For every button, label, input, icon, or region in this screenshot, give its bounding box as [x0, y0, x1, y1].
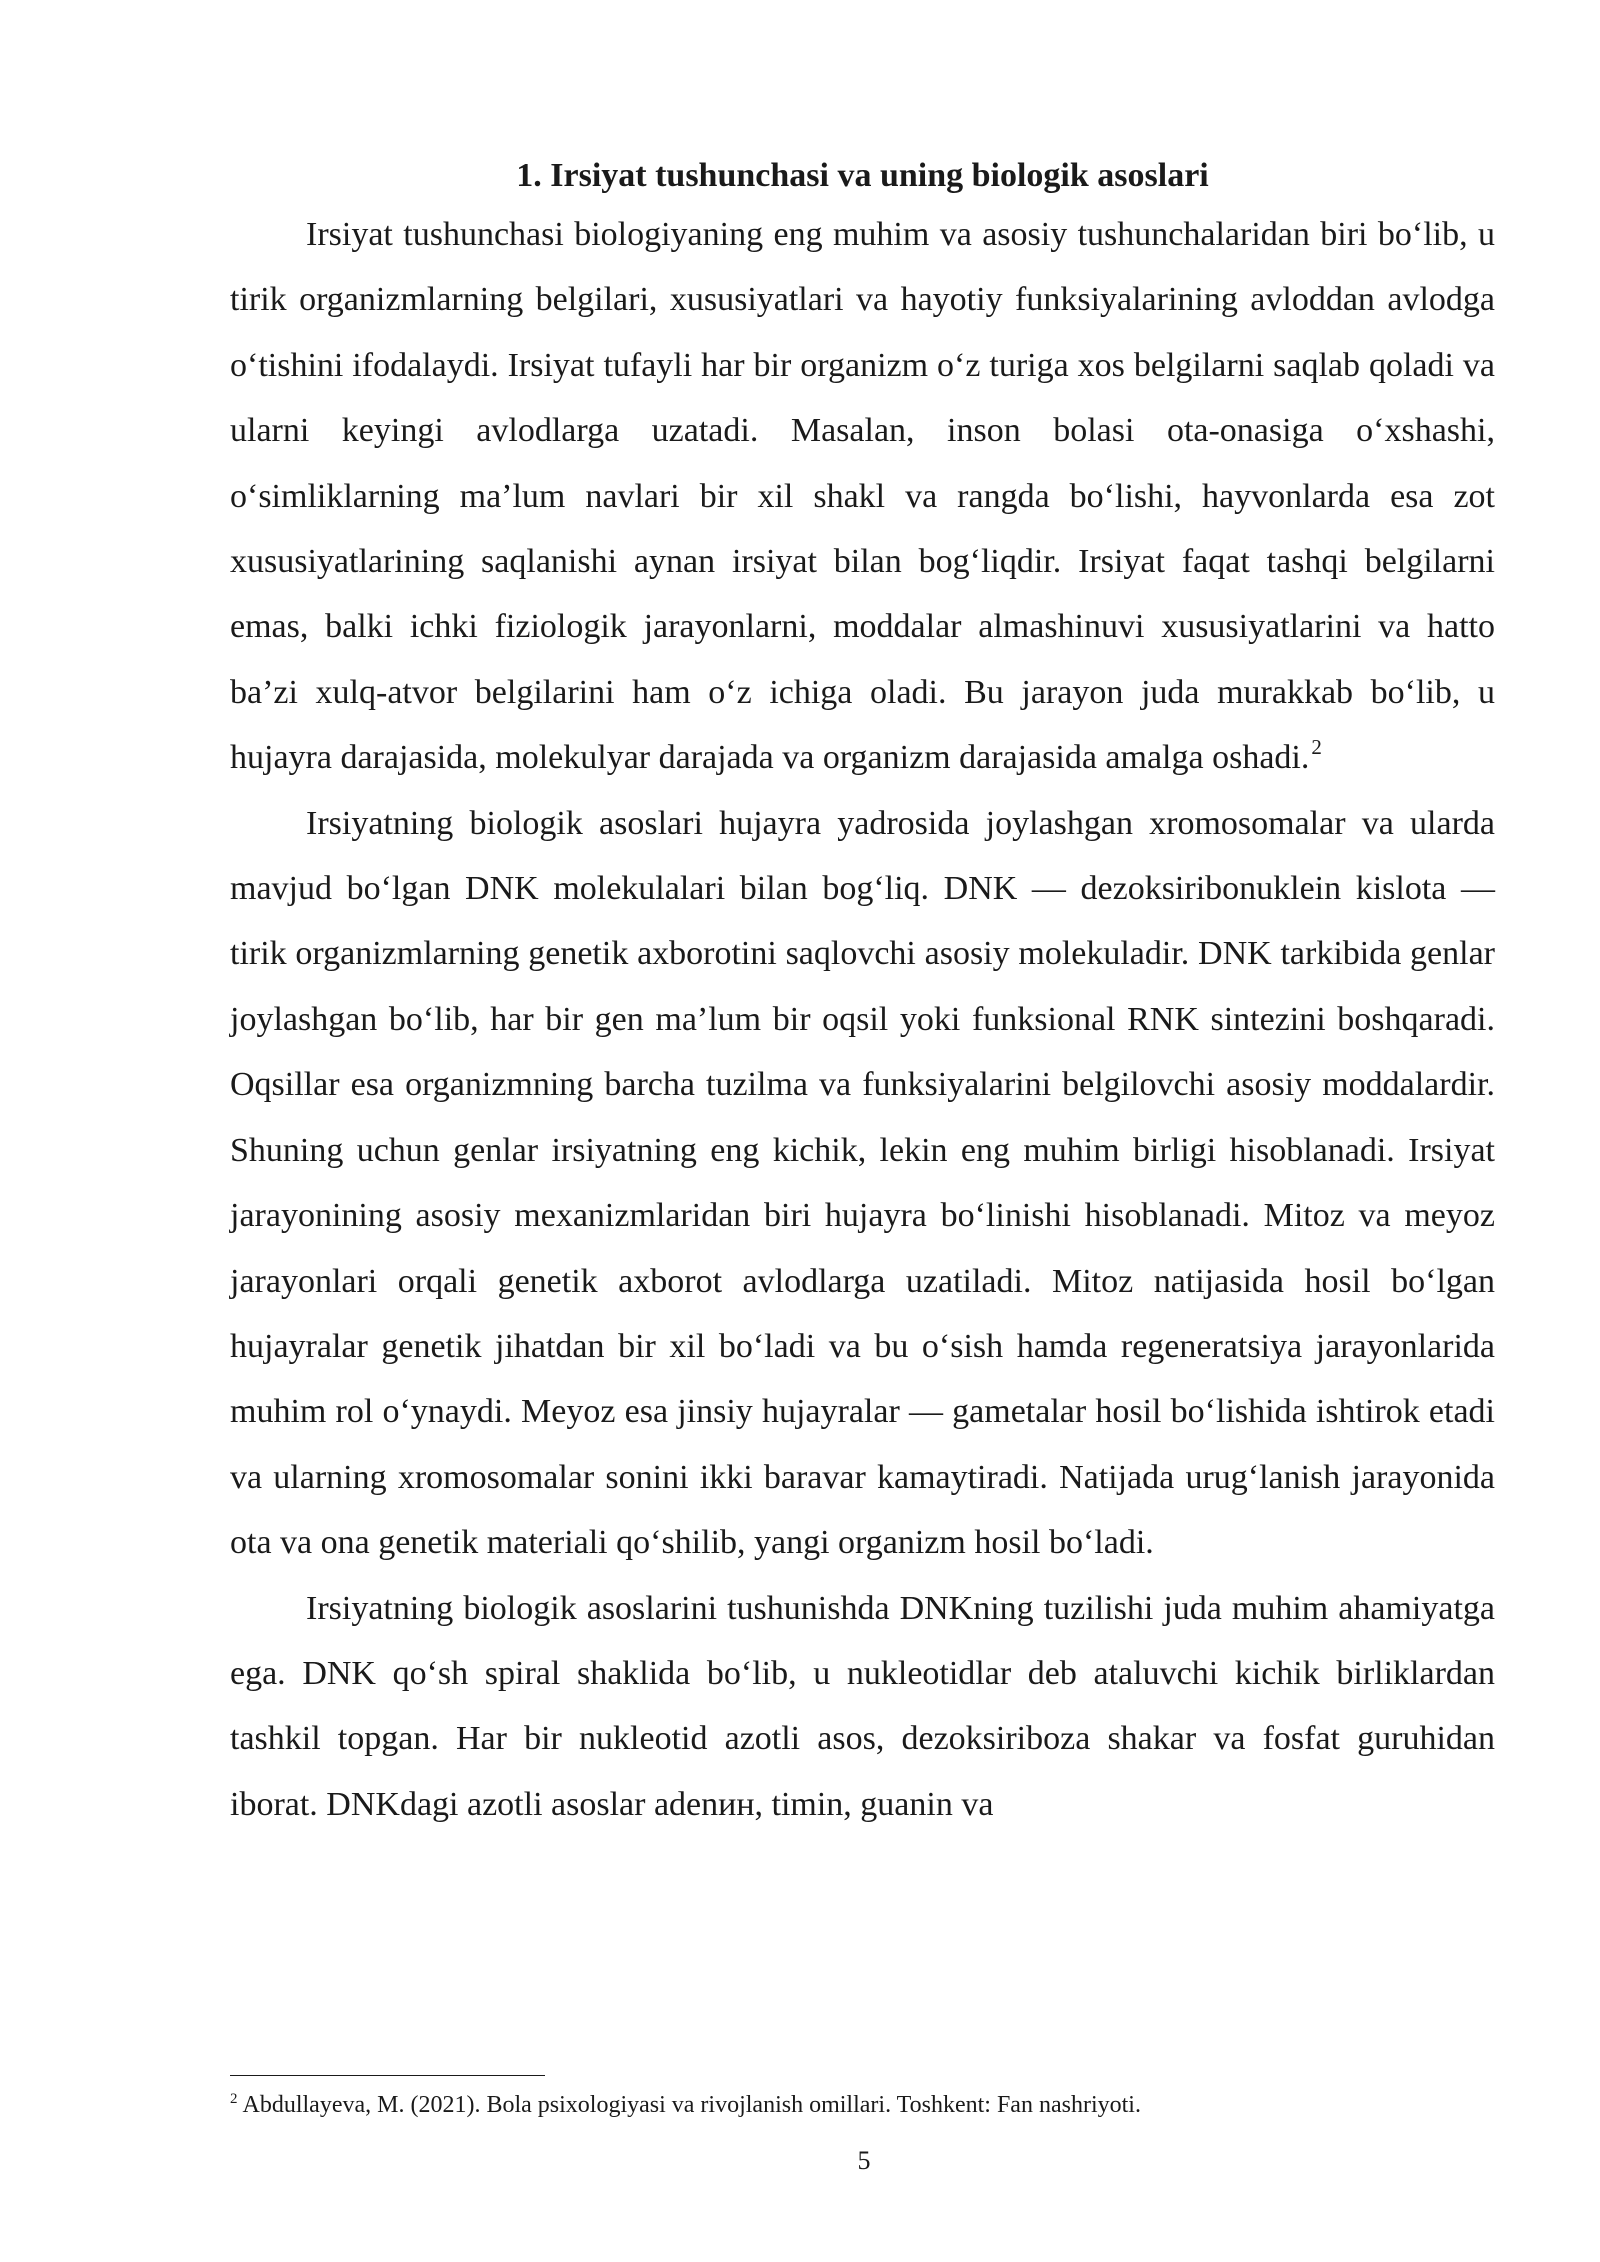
- paragraph-1-text: Irsiyat tushunchasi biologiyaning eng muhim va asosiy tushunchalaridan biri bo‘lib, u tirik organizmlarning belgilari, xususiyatlari va hayotiy funksiyalarining avloddan avlodga o‘tishini ifodalaydi. Irsiyat tufayli har bir organizm o‘z turiga xos belgilarni saqlab qoladi va ularni keyingi avlodlarga uzatadi. Masalan, inson bolasi ota-onasiga o‘xshashi, o‘simliklarning ma’lum navlari bir xil shakl va rangda bo‘lishi, hayvonlarda esa zot xususiyatlarining saqlanishi aynan irsiyat bilan bog‘liqdir. Irsiyat faqat tashqi belgilarni emas, balki ichki fiziologik jarayonlarni, moddalar almashinuvi xususiyatlarini va hatto ba’zi xulq-atvor belgilarini ham o‘z ichiga oladi. Bu jarayon juda murakkab bo‘lib, u hujayra darajasida, molekulyar darajada va organizm darajasida amalga oshadi.: [230, 216, 1495, 777]
- paragraph-2: [230, 791, 1495, 1576]
- footnote: [230, 2090, 1495, 2120]
- footnote-separator: [230, 2075, 545, 2076]
- paragraph-2-text: Irsiyatning biologik asoslari hujayra yadrosida joylashgan xromosomalar va ularda mavjud bo‘lgan DNK molekulalari bilan bog‘liq. DNK — dezoksiribonuklein kislota — tirik organizmlarning genetik axborotini saqlovchi asosiy molekuladir. DNK tarkibida genlar joylashgan bo‘lib, har bir gen ma’lum bir oqsil yoki funksional RNK sintezini boshqaradi. Oqsillar esa organizmning barcha tuzilma va funksiyalarini belgilovchi asosiy moddalardir. Shuning uchun genlar irsiyatning eng kichik, lekin eng muhim birligi hisoblanadi. Irsiyat jarayonining asosiy mexanizmlaridan biri hujayra bo‘linishi hisoblanadi. Mitoz va meyoz jarayonlari orqali genetik axborot avlodlarga uzatiladi. Mitoz natijasida hosil bo‘lgan hujayralar genetik jihatdan bir xil bo‘ladi va bu o‘sish hamda regeneratsiya jarayonlarida muhim rol o‘ynaydi. Meyoz esa jinsiy hujayralar — gametalar hosil bo‘lishida ishtirok etadi va ularning xromosomalar sonini ikki baravar kamaytiradi. Natijada urug‘lanish jarayonida ota va ona genetik materiali qo‘shilib, yangi organizm hosil bo‘ladi.: [230, 804, 1495, 1562]
- footnote-marker: 2: [230, 2091, 238, 2107]
- section-heading: 1. Irsiyat tushunchasi va uning biologik asoslari: [516, 157, 1209, 194]
- main-text: [230, 150, 1495, 1837]
- paragraph-3: [230, 1576, 1495, 1838]
- page-number: 5: [857, 2146, 871, 2175]
- paragraph-1: [230, 202, 1495, 791]
- footnote-reference[interactable]: 2: [1311, 735, 1322, 760]
- paragraph-3-text: Irsiyatning biologik asoslarini tushunishda DNKning tuzilishi juda muhim ahamiyatga ega. DNK qo‘sh spiral shaklida bo‘lib, u nukleotidlar deb ataluvchi kichik birliklardan tashkil topgan. Har bir nukleotid azotli asos, dezoksiriboza shakar va fosfat guruhidan iborat. DNKdagi azotli asoslar adenин, timin, guanin va: [230, 1589, 1495, 1823]
- footnote-text: Abdullayeva, M. (2021). Bola psixologiyasi va rivojlanish omillari. Toshkent: Fan nashriyoti.: [242, 2092, 1141, 2118]
